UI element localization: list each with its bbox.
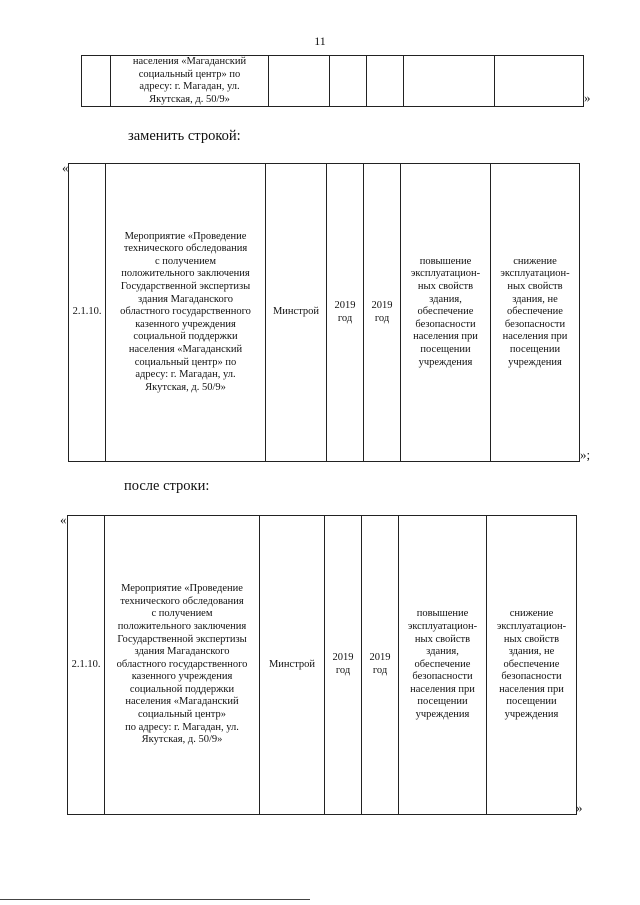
old-row-start-year: 2019 год bbox=[325, 516, 362, 815]
new-row-end-year: 2019 год bbox=[364, 164, 401, 462]
old-row-number: 2.1.10. bbox=[68, 516, 105, 815]
heading-after: после строки: bbox=[124, 478, 210, 494]
new-row-executor: Минстрой bbox=[266, 164, 327, 462]
fragment-closing-quote: » bbox=[584, 90, 591, 105]
new-row-consequence: снижение эксплуатацион- ных свойств здания, не обеспечение безопасности населения при посещении учреждения bbox=[491, 164, 580, 462]
old-row-end-year: 2019 год bbox=[362, 516, 399, 815]
new-row-measure: Мероприятие «Проведение технического обследования с получением положительного заключения Государственной экспертизы здания Магаданского областного государственного казенного учреждения социальной поддержки населения «Магаданский социальный центр» по адресу: г. Магадан, ул. Якутская, д. 50/9» bbox=[106, 164, 266, 462]
fragment-table bbox=[81, 55, 584, 107]
fragment-end-cell bbox=[367, 56, 404, 107]
heading-replace: заменить строкой: bbox=[128, 128, 241, 144]
new-row-table bbox=[68, 163, 580, 462]
new-row-close-quote: »; bbox=[580, 447, 591, 462]
fragment-result-cell bbox=[404, 56, 495, 107]
bottom-divider bbox=[0, 899, 310, 900]
fragment-executor-cell bbox=[269, 56, 330, 107]
old-row-result: повышение эксплуатацион- ных свойств здания, обеспечение безопасности населения при посещении учреждения bbox=[399, 516, 487, 815]
fragment-consequence-cell bbox=[495, 56, 584, 107]
old-row-consequence: снижение эксплуатацион- ных свойств здания, не обеспечение безопасности населения при посещении учреждения bbox=[487, 516, 577, 815]
old-row-executor: Минстрой bbox=[260, 516, 325, 815]
new-row-start-year: 2019 год bbox=[327, 164, 364, 462]
new-row-result: повышение эксплуатацион- ных свойств здания, обеспечение безопасности населения при посещении учреждения bbox=[401, 164, 491, 462]
fragment-measure-cell: населения «Магаданский социальный центр» по адресу: г. Магадан, ул. Якутская, д. 50/9» bbox=[111, 56, 269, 107]
new-row-open-quote: « bbox=[62, 160, 69, 175]
old-row-measure: Мероприятие «Проведение технического обследования с получением положительного заключения Государственной экспертизы здания Магаданского областного государственного казенного учреждения социальной поддержки населения «Магаданский социальный центр» по адресу: г. Магадан, ул. Якутская, д. 50/9» bbox=[105, 516, 260, 815]
page-number: 11 bbox=[314, 34, 326, 48]
old-row-open-quote: « bbox=[60, 512, 67, 527]
new-row-number: 2.1.10. bbox=[69, 164, 106, 462]
old-row-close-quote: » bbox=[576, 800, 583, 815]
fragment-start-cell bbox=[330, 56, 367, 107]
old-row-table bbox=[67, 515, 577, 815]
fragment-number-cell bbox=[82, 56, 111, 107]
